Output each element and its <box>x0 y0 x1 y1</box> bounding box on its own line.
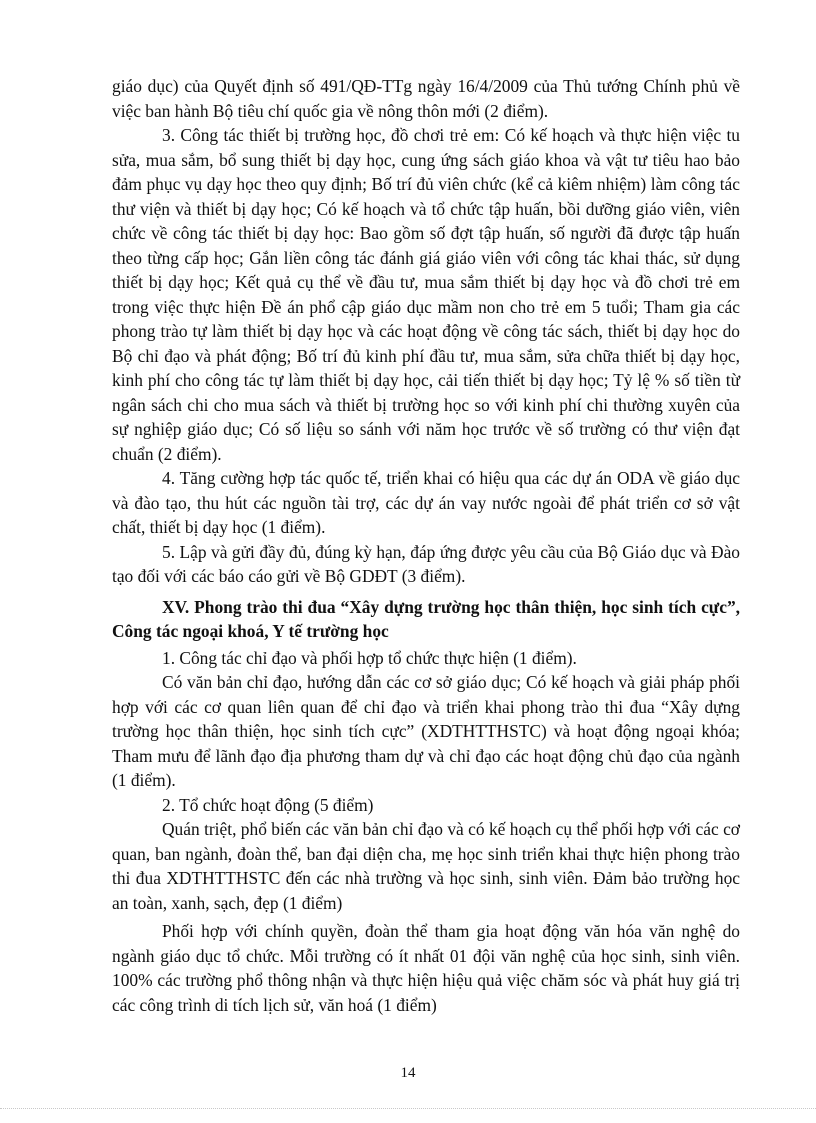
paragraph-activities-detail-1: Quán triệt, phổ biến các văn bản chỉ đạo và có kế hoạch cụ thể phối hợp với các cơ quan, ban ngành, đoàn thể, ban đại diện cha, mẹ học sinh triển khai thực hiện phong trào thi đua XDTHTTHSTC đến các nhà trường và học sinh, sinh viên. Đảm bảo trường học an toàn, xanh, sạch, đẹp (1 điểm) <box>112 819 740 913</box>
page-number: 14 <box>400 1065 416 1081</box>
paragraph-direction-detail: Có văn bản chỉ đạo, hướng dẫn các cơ sở giáo dục; Có kế hoạch và giải pháp phối hợp với các cơ quan liên quan để chỉ đạo và triển khai phong trào thi đua “Xây dựng trường học thân thiện, học sinh tích cực” (XDTHTTHSTC) và hoạt động ngoại khóa; Tham mưu để lãnh đạo địa phương tham dự và chỉ đạo các hoạt động chủ đạo của ngành (1 điểm). <box>112 672 740 790</box>
section-heading-xv: XV. Phong trào thi đua “Xây dựng trường học thân thiện, học sinh tích cực”, Công tác ngoại khoá, Y tế trường học <box>112 596 740 641</box>
paragraph-subitem-1-direction: 1. Công tác chỉ đạo và phối hợp tổ chức thực hiện (1 điểm). <box>162 647 577 668</box>
paragraph-subitem-2-activities: 2. Tổ chức hoạt động (5 điểm) <box>162 794 374 815</box>
paragraph-activities-detail-2: Phối hợp với chính quyền, đoàn thể tham gia hoạt động văn hóa văn nghệ do ngành giáo dục tổ chức. Mỗi trường có ít nhất 01 đội văn nghệ của học sinh, sinh viên. 100% các trường phổ thông nhận và thực hiện hiệu quả việc chăm sóc và phát huy giá trị các công trình di tích lịch sử, văn hoá (1 điểm) <box>112 921 740 1015</box>
paragraph-item-3-equipment: 3. Công tác thiết bị trường học, đồ chơi trẻ em: Có kế hoạch và thực hiện việc tu sửa, mua sắm, bổ sung thiết bị dạy học, cung ứng sách giáo khoa và vật tư tiêu hao bảo đảm phục vụ dạy học theo quy định; Bố trí đủ viên chức (kể cả kiêm nhiệm) làm công tác thư viện và thiết bị dạy học; Có kế hoạch và tổ chức tập huấn, bồi dưỡng giáo viên, viên chức về công tác thiết bị dạy học: Bao gồm số đợt tập huấn, số người đã được tập huấn theo từng cấp học; Gắn liền công tác đánh giá giáo viên với công tác khai thác, sử dụng thiết bị dạy học; Kết quả cụ thể về đầu tư, mua sắm thiết bị dạy học và đồ chơi trẻ em trong việc thực hiện Đề án phổ cập giáo dục mầm non cho trẻ em 5 tuổi; Tham gia các phong trào tự làm thiết bị dạy học và các hoạt động về công tác sách, thiết bị dạy học do Bộ chỉ đạo và phát động; Bố trí đủ kinh phí đầu tư, mua sắm, sửa chữa thiết bị dạy học, kinh phí cho công tác tự làm thiết bị dạy học, cải tiến thiết bị dạy học; Tỷ lệ % số tiền từ ngân sách chi cho mua sách và thiết bị trường học so với kinh phí chi thường xuyên của sự nghiệp giáo dục; Có số liệu so sánh với năm học trước về số trường có thư viện đạt chuẩn (2 điểm). <box>112 125 740 464</box>
document-page <box>112 74 740 1017</box>
footer-divider <box>0 1108 816 1109</box>
paragraph-item-4-cooperation: 4. Tăng cường hợp tác quốc tế, triển khai có hiệu qua các dự án ODA về giáo dục và đào tạo, thu hút các nguồn tài trợ, các dự án vay nước ngoài để phát triển cơ sở vật chất, thiết bị dạy học (1 điểm). <box>112 468 740 537</box>
paragraph-item-5-reports: 5. Lập và gửi đầy đủ, đúng kỳ hạn, đáp ứng được yêu cầu của Bộ Giáo dục và Đào tạo đối với các báo cáo gửi về Bộ GDĐT (3 điểm). <box>112 541 740 586</box>
paragraph-continuation: giáo dục) của Quyết định số 491/QĐ-TTg ngày 16/4/2009 của Thủ tướng Chính phủ về việc ban hành Bộ tiêu chí quốc gia về nông thôn mới (2 điểm). <box>112 76 740 121</box>
